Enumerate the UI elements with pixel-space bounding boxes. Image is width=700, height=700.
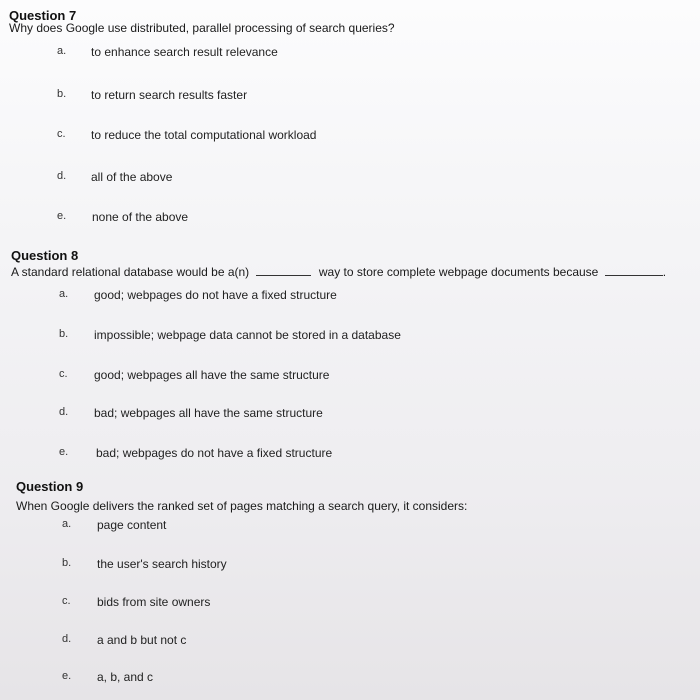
prompt-part-1: A standard relational database would be a(n) bbox=[11, 265, 250, 279]
option-letter: a. bbox=[62, 518, 72, 530]
question-7-prompt: Why does Google use distributed, parallel processing of search queries? bbox=[9, 21, 395, 35]
option-text: bids from site owners bbox=[97, 595, 211, 609]
question-7-title: Question 7 bbox=[9, 8, 77, 23]
option-text: to enhance search result relevance bbox=[91, 45, 278, 59]
option-text: impossible; webpage data cannot be stored in a database bbox=[94, 328, 401, 342]
option-letter: e. bbox=[59, 446, 69, 458]
option-letter: a. bbox=[57, 45, 67, 57]
question-9-prompt: When Google delivers the ranked set of pages matching a search query, it considers: bbox=[16, 499, 468, 513]
option-text: none of the above bbox=[92, 210, 189, 224]
question-8-prompt bbox=[11, 264, 666, 279]
fill-blank-2 bbox=[605, 264, 663, 276]
option-text: to reduce the total computational workload bbox=[91, 128, 317, 142]
option-letter: b. bbox=[59, 328, 69, 340]
option-text: the user's search history bbox=[97, 557, 227, 571]
option-text: good; webpages all have the same structure bbox=[94, 368, 330, 382]
option-text: to return search results faster bbox=[91, 88, 248, 102]
option-text: good; webpages do not have a fixed structure bbox=[94, 288, 337, 302]
option-letter: d. bbox=[59, 406, 69, 418]
option-letter: e. bbox=[57, 210, 67, 222]
option-letter: c. bbox=[57, 128, 66, 140]
question-9-title: Question 9 bbox=[16, 479, 84, 494]
option-text: all of the above bbox=[91, 170, 173, 184]
option-letter: a. bbox=[59, 288, 69, 300]
question-8-title: Question 8 bbox=[11, 248, 79, 263]
option-text: a and b but not c bbox=[97, 633, 187, 647]
option-text: bad; webpages do not have a fixed structure bbox=[96, 446, 333, 460]
prompt-part-2: way to store complete webpage documents because bbox=[318, 265, 599, 279]
prompt-end: . bbox=[662, 265, 667, 279]
option-letter: c. bbox=[59, 368, 68, 380]
option-text: page content bbox=[97, 518, 167, 532]
option-letter: e. bbox=[62, 670, 72, 682]
option-text: a, b, and c bbox=[97, 670, 154, 684]
fill-blank-1 bbox=[256, 264, 311, 276]
option-letter: b. bbox=[57, 88, 67, 100]
option-letter: d. bbox=[62, 633, 72, 645]
option-text: bad; webpages all have the same structure bbox=[94, 406, 323, 420]
option-letter: d. bbox=[57, 170, 67, 182]
option-letter: b. bbox=[62, 557, 72, 569]
option-letter: c. bbox=[62, 595, 71, 607]
